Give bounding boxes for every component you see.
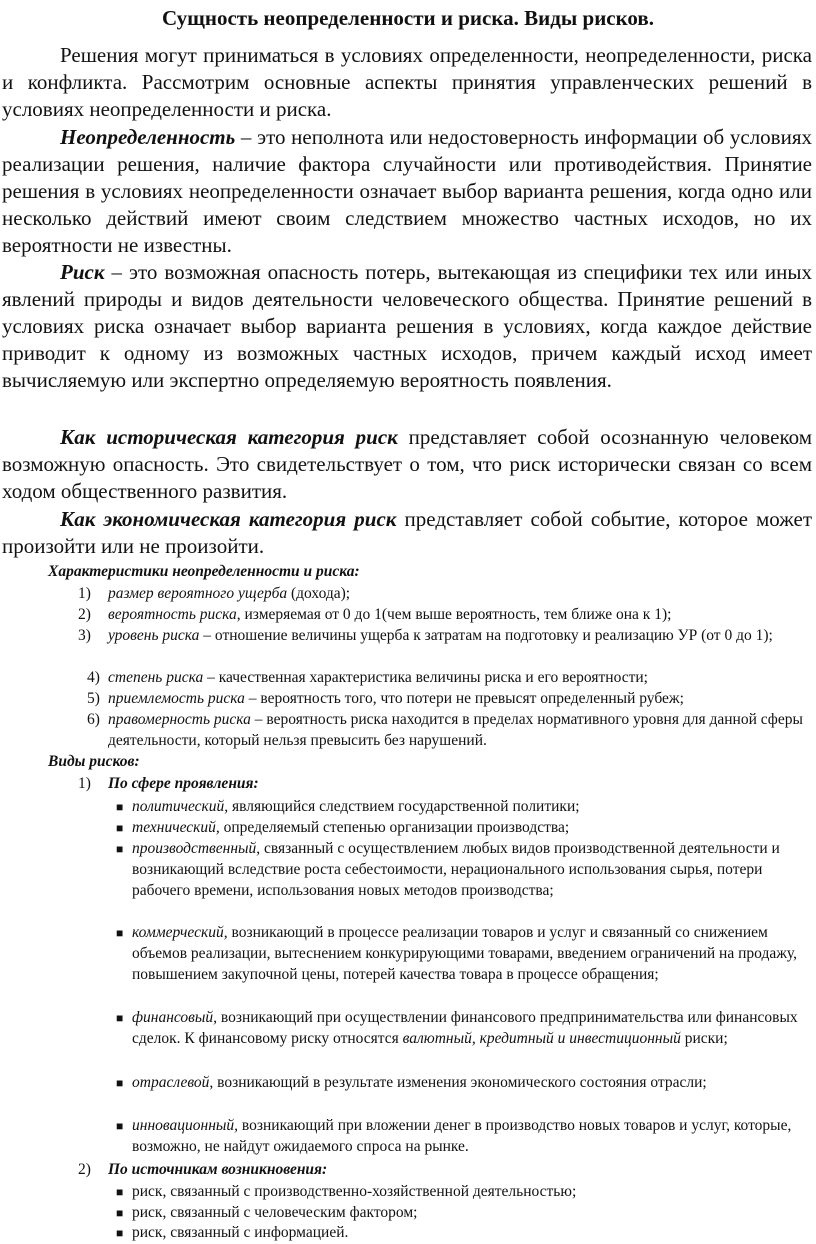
char-num: 1) (78, 585, 91, 602)
char-num: 6) (87, 711, 100, 728)
uncertainty-text: – это неполнота или недостоверность информации об условиях реализации решения, наличие фактора случайности или противодействия. Принятие решения в условиях неопределенности означает выбор варианта решения, когда одно или несколько действий имеют своим следствием множество частных исходов, но их вероятности не известны. (2, 125, 812, 257)
char-item: степень риска – качественная характеристика величины риска и его вероятности; (108, 669, 648, 686)
bullet-square-icon: ■ (116, 800, 124, 814)
economic-term: Как экономическая категория риск (60, 507, 397, 531)
historical-paragraph (2, 424, 812, 505)
group1-title: По сфере проявления: (108, 775, 259, 792)
bullet-square-icon: ■ (116, 1206, 124, 1220)
page-title: Сущность неопределенности и риска. Виды рисков. (161, 6, 655, 30)
char-num: 5) (87, 690, 100, 707)
types-heading: Виды рисков: (48, 753, 140, 770)
group2-title: По источникам возникновения: (108, 1161, 328, 1178)
intro-text: Решения могут приниматься в условиях определенности, неопределенности, риска и конфликта. Рассмотрим основные аспекты принятия управленческих решений в условиях неопределенности и риска. (2, 43, 812, 121)
char-item: размер вероятного ущерба (дохода); (108, 585, 351, 602)
risk-type-item: технический, определяемый степенью организации производства; (132, 819, 570, 836)
source-risk-item: риск, связанный с информацией. (132, 1224, 349, 1241)
risk-type-item: политический, являющийся следствием государственной политики; (132, 798, 580, 815)
char-num: 3) (78, 627, 91, 644)
char-item: правомерность риска – вероятность риска находится в пределах нормативного уровня для данной сферы деятельности, который нельзя превысить без нарушений. (108, 711, 803, 749)
risk-type-item: производственный, связанный с осуществлением любых видов производственной деятельности и возникающий вследствие роста себестоимости, нерационального использования сырья, потери рабочего времени, использования новых методов производства; (132, 840, 780, 899)
intro-paragraph (2, 42, 812, 123)
uncertainty-term: Неопределенность (60, 125, 236, 149)
risk-type-item: инновационный, возникающий при вложении денег в производство новых товаров и услуг, которые, возможно, не найдут ожидаемого спроса на рынке. (132, 1117, 792, 1155)
risk-text: – это возможная опасность потерь, вытекающая из специфики тех или иных явлений природы и видов деятельности человеческого общества. Принятие решений в условиях риска означает выбор варианта решения в условиях, когда каждое действие приводит к одному из возможных частных исходов, причем каждый исход имеет вычисляемую или экспертно определяемую вероятность появления. (2, 260, 812, 392)
group1-num: 1) (78, 775, 91, 792)
char-num: 4) (87, 669, 100, 686)
risk-type-item: отраслевой, возникающий в результате изменения экономического состояния отрасли; (132, 1074, 707, 1091)
char-num: 2) (78, 606, 91, 623)
bullet-square-icon: ■ (116, 1226, 124, 1240)
group2-num: 2) (78, 1161, 91, 1178)
bullet-square-icon: ■ (116, 1011, 124, 1025)
bullet-square-icon: ■ (116, 1185, 124, 1199)
economic-paragraph (2, 506, 812, 560)
bullet-square-icon: ■ (116, 1119, 124, 1133)
bullet-square-icon: ■ (116, 1076, 124, 1090)
historical-text: представляет собой осознанную человеком возможную опасность. Это свидетельствует о том, что риск исторически связан со всем ходом общественного развития. (2, 425, 812, 503)
char-item: уровень риска – отношение величины ущерба к затратам на подготовку и реализацию УР (от 0 до 1); (108, 627, 773, 644)
uncertainty-paragraph (2, 124, 812, 259)
risk-type-item: финансовый, возникающий при осуществлении финансового предпринимательства или финансовых сделок. К финансовому риску относятся валютный, кредитный и инвестиционный риски; (132, 1009, 798, 1047)
source-risk-item: риск, связанный с человеческим фактором; (132, 1204, 418, 1221)
source-risk-item: риск, связанный с производственно-хозяйственной деятельностью; (132, 1183, 577, 1200)
bullet-square-icon: ■ (116, 926, 124, 940)
risk-paragraph (2, 259, 812, 394)
risk-term: Риск (60, 260, 105, 284)
bullet-square-icon: ■ (116, 842, 124, 856)
bullet-square-icon: ■ (116, 821, 124, 835)
risk-type-item: коммерческий, возникающий в процессе реализации товаров и услуг и связанный со снижением объемов реализации, вытеснением конкурирующими товарами, введением ограничений на продажу, повышением закупочной цены, потерей качества товара в процессе обращения; (132, 924, 798, 983)
economic-text: представляет собой событие, которое может произойти или не произойти. (2, 507, 812, 558)
characteristics-heading: Характеристики неопределенности и риска: (48, 563, 360, 580)
char-item: приемлемость риска – вероятность того, что потери не превысят определенный рубеж; (108, 690, 684, 707)
char-item: вероятность риска, измеряемая от 0 до 1(чем выше вероятность, тем ближе она к 1); (108, 606, 672, 623)
historical-term: Как историческая категория риск (60, 425, 398, 449)
